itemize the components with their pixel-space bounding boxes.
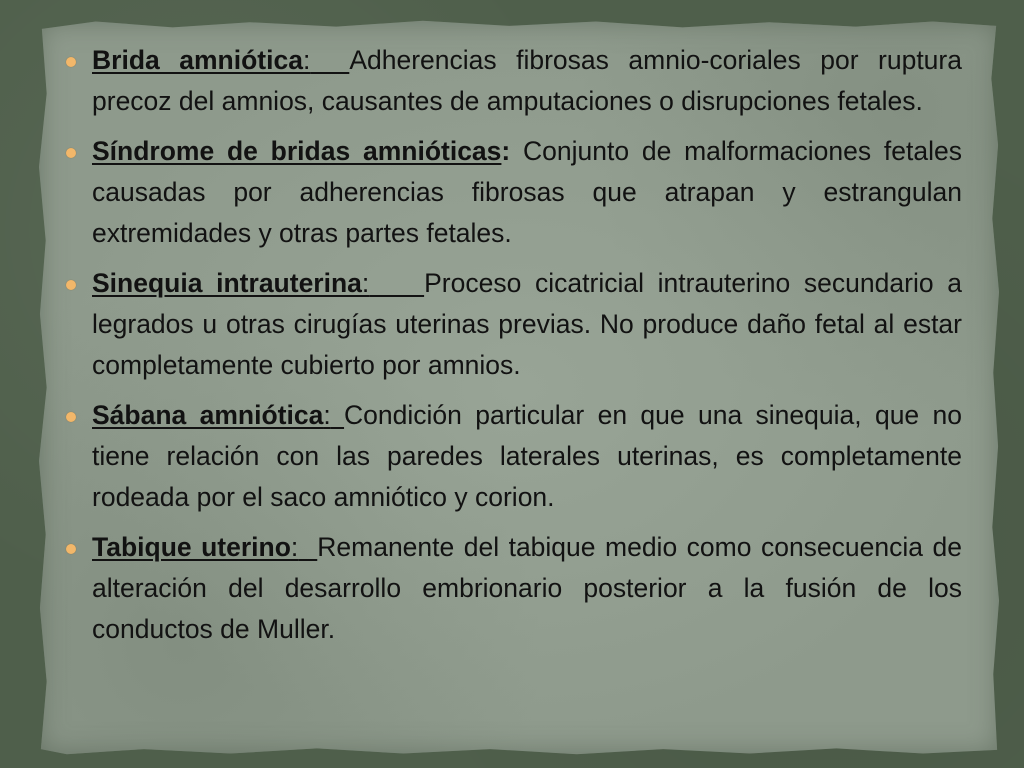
term-heading [92,532,317,562]
term-label: Brida amniótica [92,45,303,75]
slide-content [66,40,962,659]
list-item-sinequia-intrauterina [66,263,962,386]
term-definition: Remanente del tabique medio como consecuencia de alteración del desarrollo embrionario posterior a la fusión de los conductos de Muller. [92,532,962,644]
list-item-brida-amniotica [66,40,962,122]
term-separator: : [323,400,331,430]
definition-list [66,40,962,650]
term-heading [92,400,344,430]
list-item-tabique-uterino [66,527,962,650]
bullet-dot-icon [66,148,76,158]
term-gap [298,532,317,562]
term-definition: Adherencias fibrosas amnio-coriales por ruptura precoz del amnios, causantes de amputaciones o disrupciones fetales. [92,45,962,116]
term-heading [92,45,349,75]
term-gap [369,268,424,298]
term-separator: : [501,136,511,166]
term-definition: Condición particular en que una sinequia, que no tiene relación con las paredes laterales uterinas, es completamente rodeada por el saco amniótico y corion. [92,400,962,512]
term-separator: : [361,268,370,298]
list-item-sindrome-bridas [66,131,962,254]
term-gap [310,45,349,75]
term-definition: Conjunto de malformaciones fetales causadas por adherencias fibrosas que atrapan y estrangulan extremidades y otras partes fetales. [92,136,962,248]
list-item-sabana-amniotica [66,395,962,518]
term-heading [92,268,424,298]
term-definition: Proceso cicatricial intrauterino secundario a legrados u otras cirugías uterinas previas. No produce daño fetal al estar completamente cubierto por amnios. [92,268,963,380]
bullet-dot-icon [66,280,76,290]
term-label: Tabique uterino [92,532,291,562]
bullet-dot-icon [66,544,76,554]
term-gap [331,400,344,430]
term-separator: : [290,532,299,562]
term-label: Síndrome de bridas amnióticas [92,136,502,166]
term-separator: : [302,45,311,75]
term-label: Sinequia intrauterina [92,268,362,298]
term-label: Sábana amniótica [92,400,324,430]
bullet-dot-icon [66,57,76,67]
bullet-dot-icon [66,412,76,422]
